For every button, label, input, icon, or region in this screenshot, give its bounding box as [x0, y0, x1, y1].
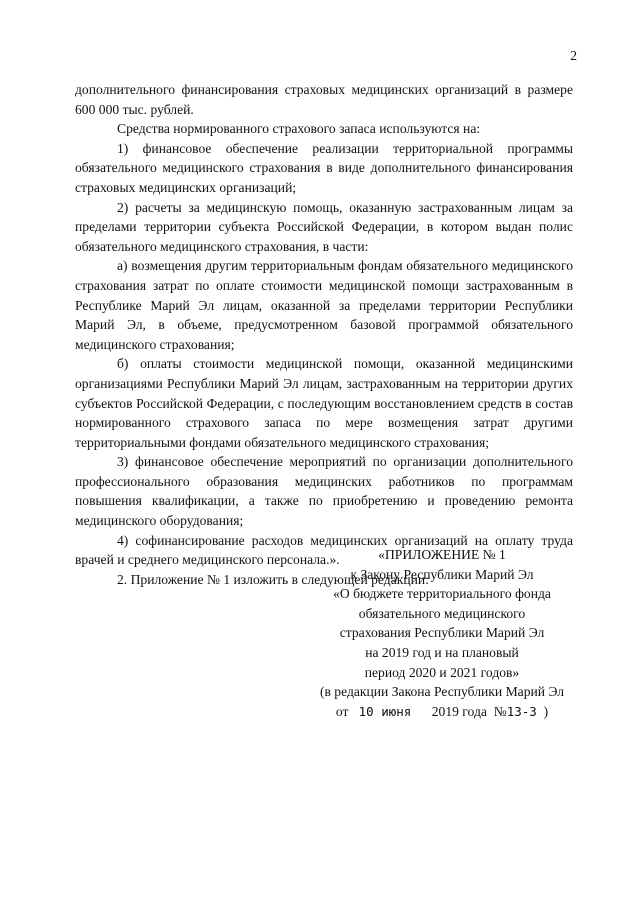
appendix-law-title-2: обязательного медицинского [358, 605, 526, 621]
document-body [75, 80, 573, 589]
appendix-law-title-3: страхования Республики Марий Эл [339, 625, 545, 641]
from-label: от [335, 703, 349, 719]
paragraph-item-1: 1) финансовое обеспечение реализации территориальной программы обязательного медицинского страхования в виде дополнительного финансирования страховых медицинских организаций; [75, 140, 573, 195]
paragraph-item-2: 2) расчеты за медицинскую помощь, оказанную застрахованным лицам за пределами территории субъекта Российской Федерации, в котором выдан полис обязательного медицинского страхования, в части: [75, 199, 573, 254]
appendix-date-line [292, 702, 592, 722]
paragraph-amendment-2: 2. Приложение № 1 изложить в следующей редакции: [117, 571, 429, 587]
typed-number: 13-З [506, 703, 537, 719]
paragraph-item-2a: а) возмещения другим территориальным фондам обязательного медицинского страхования затрат по оплате стоимости медицинской помощи застрахованным в Республике Марий Эл лицам, оказанной за пределами территории Республики Марий Эл, в объеме, предусмотренном базовой программой обязательного медицинского страхования; [75, 258, 573, 352]
appendix-title: «ПРИЛОЖЕНИЕ № 1 [378, 547, 506, 562]
appendix-law-title-1: «О бюджете территориального фонда [333, 586, 551, 602]
typed-date: 10 июня [358, 703, 412, 719]
appendix-revision: (в редакции Закона Республики Марий Эл [319, 684, 565, 700]
paragraph-item-4: 4) софинансирование расходов медицинских организаций на оплату труда врачей и среднего медицинского персонала.». [75, 532, 573, 568]
appendix-law-ref: к Закону Республики Марий Эл [350, 566, 534, 582]
paragraph-reserve-intro: Средства нормированного страхового запаса используются на: [117, 121, 481, 137]
appendix-law-title-4: на 2019 год и на плановый [365, 644, 519, 660]
paragraph-item-3: 3) финансовое обеспечение мероприятий по организации дополнительного профессионального образования медицинских работников по программам повышения квалификации, а также по приобретению и проведению ремонта медицинского оборудования; [75, 454, 573, 529]
page-number: 2 [570, 48, 577, 63]
appendix-law-title-5: период 2020 и 2021 годов» [364, 664, 520, 680]
paragraph-continuation: дополнительного финансирования страховых медицинских организаций в размере 600 000 тыс. рублей. [75, 82, 573, 117]
close-paren: ) [543, 703, 549, 719]
paragraph-item-2b: б) оплаты стоимости медицинской помощи, оказанной медицинскими организациями Республики Марий Эл лицам, застрахованным на территории других субъектов Российской Федерации, с последующим восстановлением средств в состав нормированного страхового запаса по мере возмещения затрат другими территориальными фондами обязательного медицинского страхования; [75, 356, 573, 450]
number-label: № [493, 703, 507, 719]
appendix-header [292, 545, 592, 721]
year-text: 2019 года [431, 703, 487, 719]
